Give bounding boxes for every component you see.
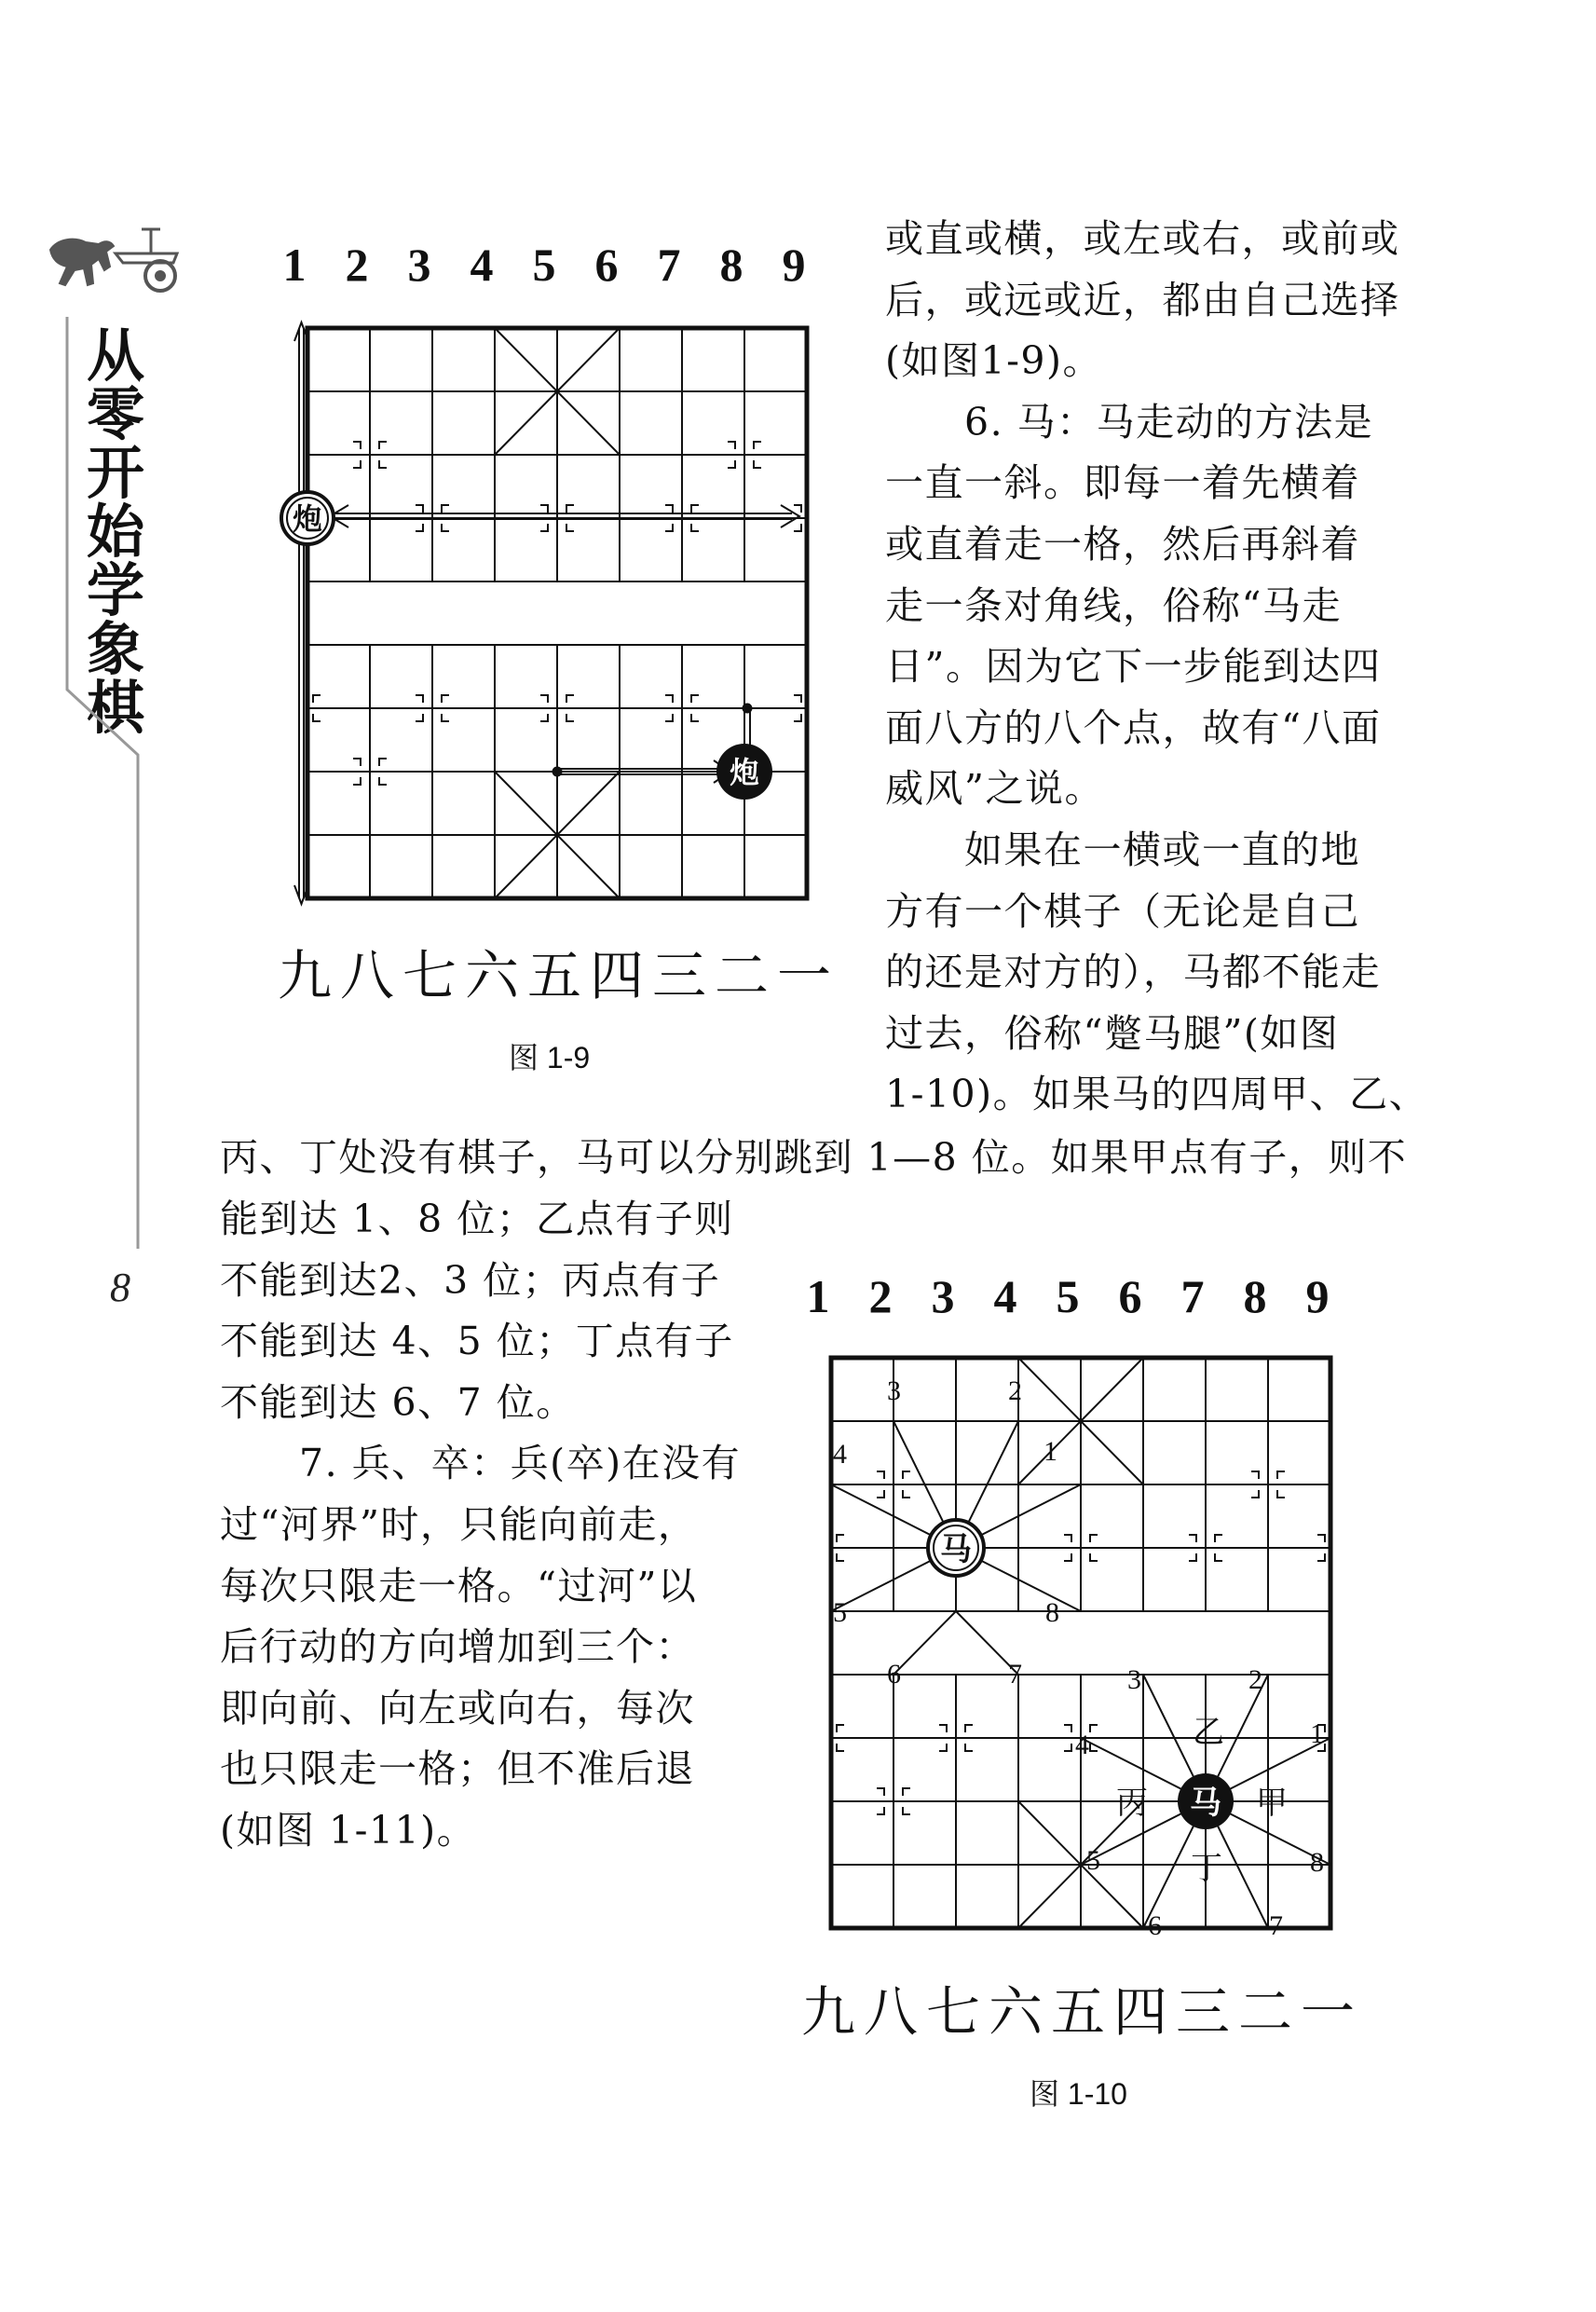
fig10-leg-mark: 丁	[1191, 1850, 1222, 1887]
text-line: 过去，俗称“蹩马腿”(如图	[885, 1010, 1340, 1056]
fig10-point-label: 7	[1269, 1910, 1283, 1941]
fig10-point-label: 2	[1008, 1375, 1022, 1406]
fig10-caption: 图 1-10	[1030, 2077, 1127, 2111]
text-line: 能到达 1、8 位；乙点有子则	[220, 1197, 734, 1241]
text-line: 6. 马：马走动的方法是	[885, 399, 1374, 445]
text-line: 面八方的八个点，故有“八面	[885, 705, 1382, 750]
fig10-point-label: 5	[1086, 1845, 1100, 1876]
page-number: 8	[110, 1265, 130, 1310]
fig10-point-label: 4	[833, 1439, 847, 1470]
fig9-row-numerals: 九 八 七 六 五 四 三 二 一	[278, 944, 832, 1007]
text-line: (如图1-9)。	[885, 338, 1103, 384]
fig10-piece-label: 马	[940, 1531, 972, 1568]
fig10-point-label: 1	[1310, 1718, 1324, 1749]
text-line: 方有一个棋子（无论是自己	[885, 888, 1360, 934]
fig10-leg-mark: 乙	[1193, 1714, 1224, 1751]
fig9-piece-label: 炮	[292, 501, 323, 537]
fig9-piece-label: 炮	[729, 755, 760, 790]
fig10-point-label: 1	[1044, 1436, 1057, 1467]
fig10-leg-mark: 丙	[1116, 1785, 1148, 1822]
text-line: (如图 1-11)。	[220, 1807, 477, 1853]
text-line: 不能到达 4、5 位；丁点有子	[220, 1319, 734, 1364]
text-line: 或直或横，或左或右，或前或	[885, 216, 1400, 261]
side-bracket-line	[56, 317, 149, 1258]
fig10-point-label: 2	[1248, 1664, 1262, 1695]
fig10-piece-label: 马	[1190, 1785, 1221, 1822]
text-line: 威风”之说。	[885, 766, 1104, 812]
text-line: 或直着走一格，然后再斜着	[885, 521, 1360, 567]
text-line: 如果在一横或一直的地	[885, 827, 1360, 872]
fig10-point-label: 3	[1127, 1664, 1141, 1695]
text-line: 后，或远或近，都由自己选择	[885, 277, 1400, 322]
fig10-leg-mark: 甲	[1256, 1785, 1288, 1822]
text-line: 走一条对角线，俗称“马走	[885, 582, 1342, 628]
text-line: 后行动的方向增加到三个：	[220, 1624, 695, 1670]
fig10-point-label: 4	[1075, 1730, 1089, 1760]
text-line: 日”。因为它下一步能到达四	[885, 644, 1382, 690]
text-line: 也只限走一格；但不准后退	[220, 1746, 695, 1792]
fig10-row-numerals: 九 八 七 六 五 四 三 二 一	[801, 1980, 1356, 2044]
fig10-point-label: 5	[833, 1597, 847, 1628]
fig9-column-numbers: 1 2 3 4 5 6 7 8 9	[282, 239, 806, 291]
fig10-point-label: 7	[1008, 1659, 1022, 1690]
fig10-point-label: 8	[1310, 1847, 1324, 1878]
text-line: 1-10)。如果马的四周甲、乙、	[885, 1072, 1429, 1117]
full-width-text-line: 丙、丁处没有棋子，马可以分别跳到 1—8 位。如果甲点有子，则不	[220, 1135, 1408, 1180]
fig10-point-label: 6	[887, 1659, 901, 1690]
fig10-board	[801, 1333, 1360, 1948]
fig10-column-numbers: 1 2 3 4 5 6 7 8 9	[806, 1270, 1330, 1322]
book-series-title: 从零开始学象棋	[86, 321, 144, 742]
text-line: 每次只限走一格。“过河”以	[220, 1563, 698, 1608]
text-line: 过“河界”时，只能向前走，	[220, 1501, 698, 1547]
text-line: 7. 兵、卒：兵(卒)在没有	[220, 1441, 742, 1486]
text-line: 的还是对方的），马都不能走	[885, 950, 1381, 995]
fig10-point-label: 3	[887, 1375, 901, 1406]
text-line: 不能到达 6、7 位。	[220, 1379, 576, 1425]
text-line: 一直一斜。即每一着先横着	[885, 460, 1360, 506]
text-line: 即向前、向左或向右，每次	[220, 1685, 695, 1731]
text-line: 不能到达2、3 位；丙点有子	[220, 1257, 721, 1303]
fig10-point-label: 8	[1045, 1597, 1059, 1628]
fig9-board	[270, 308, 829, 941]
fig9-caption: 图 1-9	[509, 1041, 591, 1074]
fig10-point-label: 6	[1148, 1910, 1162, 1941]
